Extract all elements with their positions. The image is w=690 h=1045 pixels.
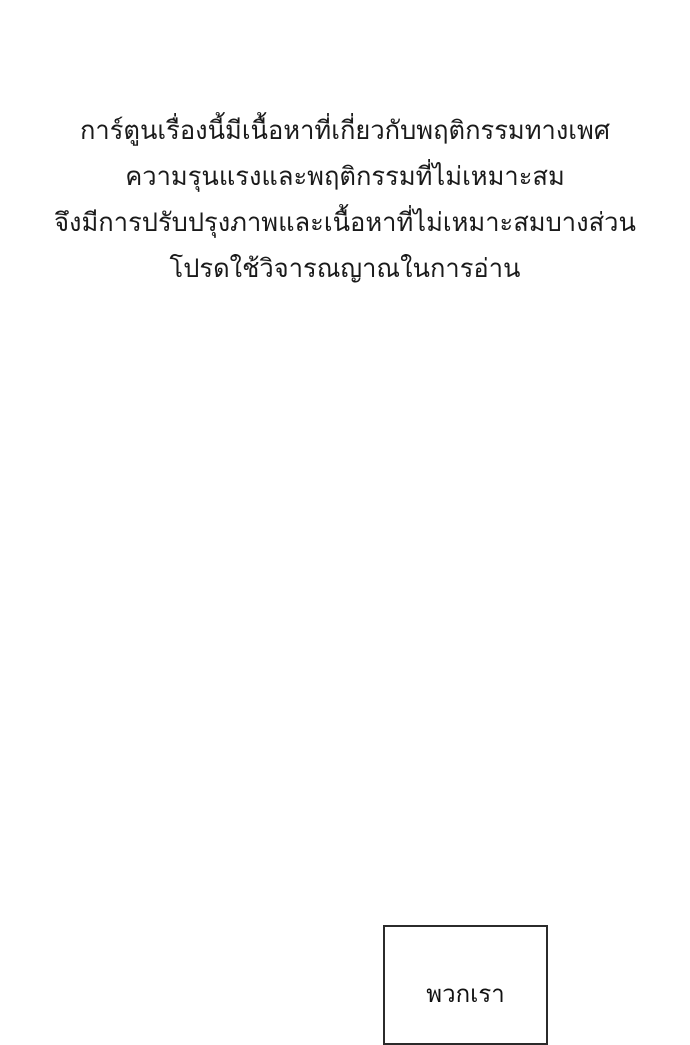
content-warning-text bbox=[0, 108, 690, 292]
content-warning-line-1: การ์ตูนเรื่องนี้มีเนื้อหาที่เกี่ยวกับพฤติกรรมทางเพศ bbox=[79, 116, 611, 146]
comic-panel-caption: พวกเรา bbox=[426, 980, 505, 1008]
content-warning-line-2: ความรุนแรงและพฤติกรรมที่ไม่เหมาะสม bbox=[125, 162, 565, 192]
content-warning-line-3: จึงมีการปรับปรุงภาพและเนื้อหาที่ไม่เหมาะสมบางส่วน bbox=[54, 208, 636, 238]
comic-panel-frame bbox=[383, 925, 548, 1045]
content-warning-line-4: โปรดใช้วิจารณญาณในการอ่าน bbox=[169, 254, 521, 284]
